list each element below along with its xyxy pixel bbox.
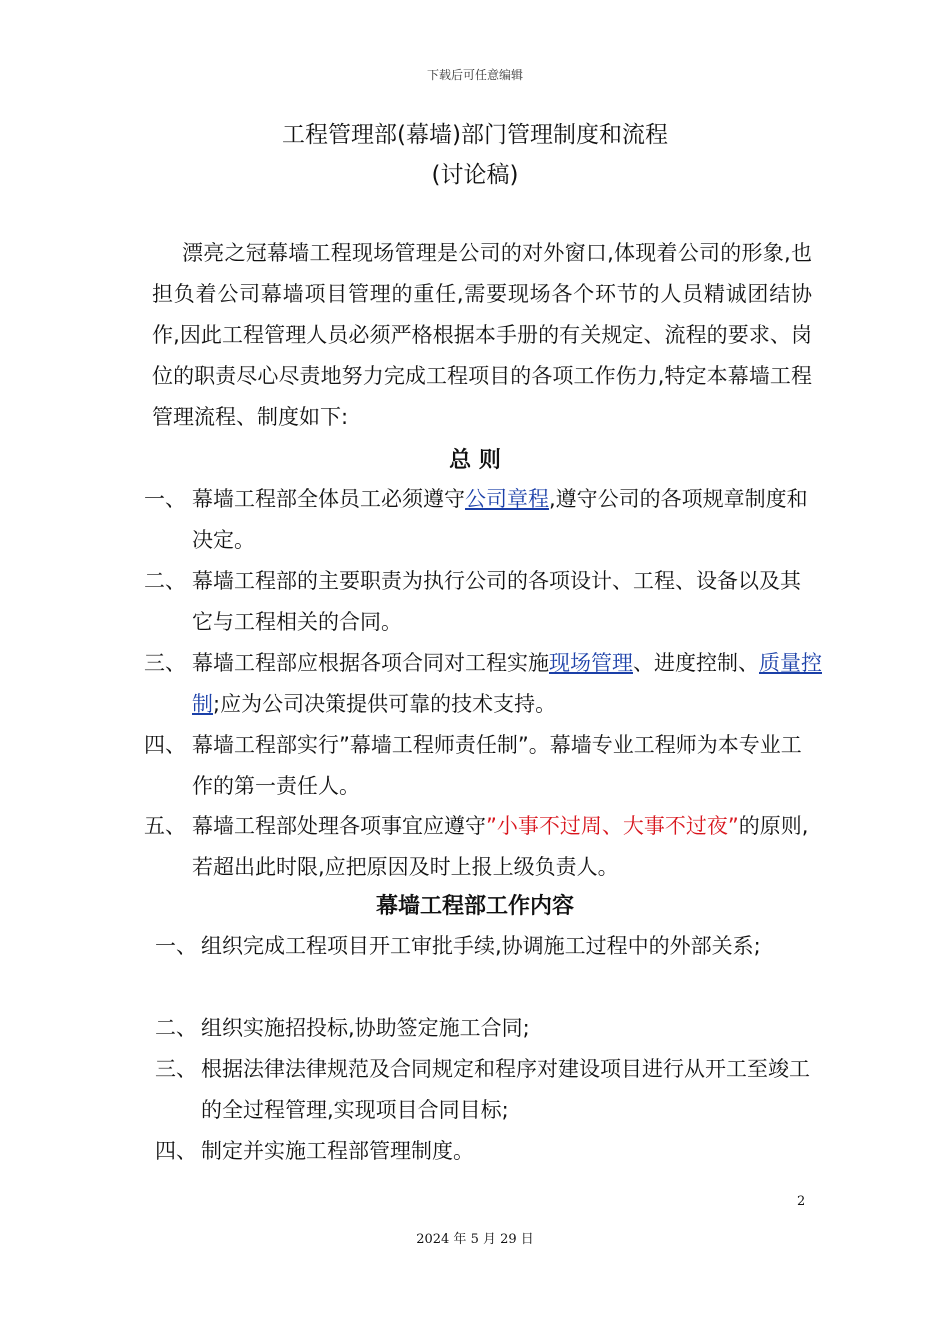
work-item-2 xyxy=(155,1008,815,1049)
link-quality-control[interactable]: 质量控制 xyxy=(192,651,822,716)
item-number: 三、 xyxy=(155,1057,197,1081)
item-number: 二、 xyxy=(155,1016,197,1040)
item-text xyxy=(144,806,814,888)
work-content-heading: 幕墙工程部工作内容 xyxy=(375,894,574,919)
general-item-1 xyxy=(144,479,814,561)
header-note: 下载后可任意编辑 xyxy=(426,68,523,82)
item-text xyxy=(144,643,824,725)
item-text xyxy=(144,479,814,561)
item-text: 组织完成工程项目开工审批手续,协调施工过程中的外部关系; xyxy=(201,934,761,958)
link-company-charter[interactable]: 公司章程 xyxy=(465,487,549,511)
item-text: 幕墙工程部实行”幕墙工程师责任制”。幕墙专业工程师为本专业工作的第一责任人。 xyxy=(192,733,802,798)
item-text-pre: 幕墙工程部全体员工必须遵守 xyxy=(192,487,465,511)
item-number: 三、 xyxy=(144,651,186,675)
document-title: 工程管理部(幕墙)部门管理制度和流程 xyxy=(282,122,668,148)
work-item-4 xyxy=(155,1131,815,1172)
work-item-1 xyxy=(155,926,815,967)
item-text: 制定并实施工程部管理制度。 xyxy=(201,1139,474,1163)
item-number: 二、 xyxy=(144,569,186,593)
document-subtitle: (讨论稿) xyxy=(431,162,519,188)
general-item-5 xyxy=(144,806,814,888)
item-text-mid: 、进度控制、 xyxy=(633,651,759,675)
item-text-pre: 幕墙工程部应根据各项合同对工程实施 xyxy=(192,651,549,675)
item-number: 一、 xyxy=(144,487,186,511)
item-number: 五、 xyxy=(144,814,186,838)
item-text-post: ;应为公司决策提供可靠的技术支持。 xyxy=(213,692,557,716)
item-number: 四、 xyxy=(155,1139,197,1163)
item-text-post: ,遵守公司的各项规章制度和决定。 xyxy=(192,487,808,552)
link-site-management[interactable]: 现场管理 xyxy=(549,651,633,675)
footer-date: 2024 年 5 月 29 日 xyxy=(416,1232,534,1247)
intro-paragraph: 漂亮之冠幕墙工程现场管理是公司的对外窗口,体现着公司的形象,也担负着公司幕墙项目管理的重任,需要现场各个环节的人员精诚团结协作,因此工程管理人员必须严格根据本手册的有关规定、流程的要求、岗位的职责尽心尽责地努力完成工程项目的各项工作伤力,特定本幕墙工程管理流程、制度如下: xyxy=(152,241,812,429)
item-number: 四、 xyxy=(144,733,186,757)
general-item-4 xyxy=(144,725,814,807)
item-text: 根据法律法律规范及合同规定和程序对建设项目进行从开工至竣工的全过程管理,实现项目合同目标; xyxy=(201,1057,810,1122)
general-heading: 总 则 xyxy=(449,448,501,473)
item-number: 一、 xyxy=(155,934,197,958)
page-number: 2 xyxy=(797,1194,806,1209)
item-text: 组织实施招投标,协助签定施工合同; xyxy=(201,1016,530,1040)
item-text: 幕墙工程部的主要职责为执行公司的各项设计、工程、设备以及其它与工程相关的合同。 xyxy=(192,569,801,634)
emphasis-text: ”小事不过周、大事不过夜” xyxy=(486,814,739,838)
general-item-3 xyxy=(144,643,824,725)
general-item-2 xyxy=(144,561,814,643)
item-text-pre: 幕墙工程部处理各项事宜应遵守 xyxy=(192,814,486,838)
work-item-3 xyxy=(155,1049,815,1131)
item-text-post: 的原则,若超出此时限,应把原因及时上报上级负责人。 xyxy=(192,814,809,879)
